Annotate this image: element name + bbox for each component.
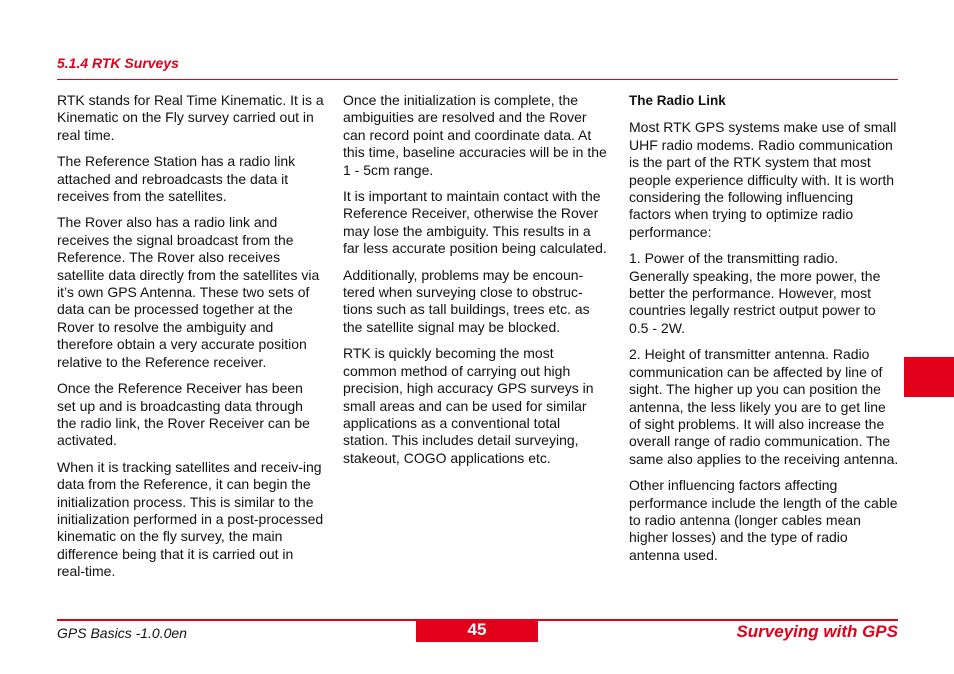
subsection-heading: The Radio Link	[629, 93, 726, 108]
text-column-3	[629, 92, 899, 573]
paragraph: It is important to maintain contact with the Reference Receiver, otherwise the Rover may lose the ambiguity. This results in a far less accurate position being calculated.	[343, 188, 607, 257]
paragraph: Most RTK GPS systems make use of small UHF radio modems. Radio communication is the part of the RTK system that most people experience difficulty with. It is worth considering the following influencing factors when trying to optimize radio performance:	[629, 119, 897, 240]
footer-doc-title: GPS Basics -1.0.0en	[57, 625, 187, 641]
text-column-2	[343, 92, 609, 476]
paragraph: 1. Power of the transmitting radio. Generally speaking, the more power, the better the performance. However, most countries legally restrict output power to 0.5 - 2W.	[629, 250, 881, 336]
section-heading: 5.1.4 RTK Surveys	[57, 55, 179, 71]
paragraph: Additionally, problems may be encoun-tered when surveying close to obstruc-tions such as tall buildings, trees etc. as the satellite signal may be blocked.	[343, 266, 590, 335]
page-number: 45	[416, 619, 538, 642]
paragraph: RTK stands for Real Time Kinematic. It is a Kinematic on the Fly survey carried out in real time.	[57, 92, 324, 143]
footer-chapter-title: Surveying with GPS	[736, 622, 898, 641]
paragraph: When it is tracking satellites and receiv-ing data from the Reference, it can begin the initialization process. This is similar to the initialization performed in a post-processed kinematic on the fly survey, the main difference being that it is carried out in real-time.	[57, 458, 324, 580]
paragraph: Other influencing factors affecting performance include the length of the cable to radio antenna (longer cables mean higher losses) and the type of radio antenna used.	[629, 477, 898, 563]
paragraph: Once the Reference Receiver has been set up and is broadcasting data through the radio link, the Rover Receiver can be activated.	[57, 380, 310, 449]
paragraph: RTK is quickly becoming the most common method of carrying out high precision, high accuracy GPS surveys in small areas and can be used for similar applications as a conventional total station. This includes detail surveying, stakeout, COGO applications etc.	[343, 345, 594, 466]
paragraph: Once the initialization is complete, the ambiguities are resolved and the Rover can record point and coordinate data. At this time, baseline accuracies will be in the 1 - 5cm range.	[343, 92, 607, 178]
paragraph: 2. Height of transmitter antenna. Radio communication can be affected by line of sight. The higher up you can position the antenna, the less likely you are to get line of sight problems. It will also increase the overall range of radio communication. The same also applies to the receiving antenna.	[629, 346, 899, 467]
chapter-tab-marker	[904, 357, 954, 397]
text-column-1	[57, 92, 325, 590]
header-rule	[57, 79, 898, 80]
paragraph: The Reference Station has a radio link attached and rebroadcasts the data it receives from the satellites.	[57, 153, 296, 205]
paragraph: The Rover also has a radio link and receives the signal broadcast from the Reference. The Rover also receives satellite data directly from the satellites via it’s own GPS Antenna. These two sets of data can be processed together at the Rover to resolve the ambiguity and therefore obtain a very accurate position relative to the Reference receiver.	[57, 214, 320, 370]
